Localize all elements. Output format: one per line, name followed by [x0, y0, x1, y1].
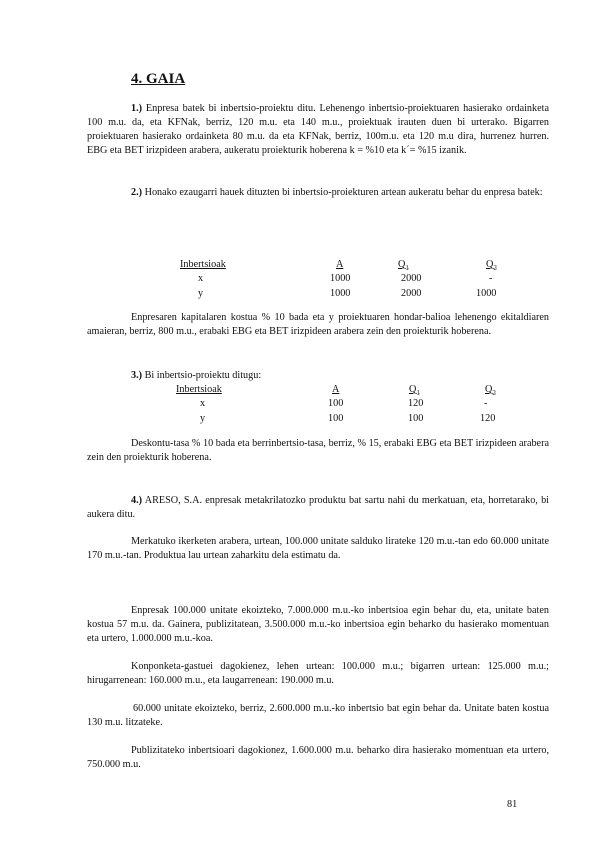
exercise-2-question: Enpresaren kapitalaren kostua % 10 bada eta y proiektuaren hondar-balioa lehenengo ekitaldiaren amaieran, berriz, 800 m.u., erabaki EBG eta BET irizpideen arabera zein den proiekturik hoberena.: [87, 312, 549, 337]
table-cell: 1000: [330, 288, 351, 299]
exercise-3-intro: 3.) Bi inbertsio-proiektu ditugu:: [131, 370, 262, 381]
page-number: 81: [507, 799, 518, 810]
exercise-4-paragraph: 60.000 unitate ekoizteko, berriz, 2.600.000 m.u.-ko inbertsio bat egin behar da. Unitate baten kostua 130 m.u. litzateke.: [87, 703, 549, 728]
table-cell: 1000: [330, 273, 351, 284]
table-header: Inbertsioak: [180, 259, 226, 270]
table-cell: 120: [480, 413, 496, 424]
table-cell: 100: [408, 413, 424, 424]
exercise-4-paragraph: Konponketa-gastuei dagokienez, lehen urtean: 100.000 m.u.; bigarren urtean: 125.000 m.u.; hirugarrenean: 160.000 m.u., eta laugarrenean: 190.000 m.u.: [87, 661, 549, 686]
exercise-2-number: 2.): [131, 187, 143, 198]
exercise-3-question: Deskontu-tasa % 10 bada eta berrinbertsio-tasa, berriz, % 15, erabaki EBG eta BET irizpideen arabera zein den proiekturik hoberena.: [87, 438, 549, 463]
table-header: $Q_1$: [398, 259, 409, 273]
table-header: $Q_2$: [486, 259, 497, 273]
exercise-1-number: 1.): [131, 103, 143, 114]
exercise-4-paragraph: Merkatuko ikerketen arabera, urtean, 100.000 unitate salduko lirateke 120 m.u.-tan edo 60.000 unitate 170 m.u.-tan. Produktua lau urtean zaharkitu dela estimatu da.: [87, 536, 549, 561]
exercise-4-paragraph: Enpresak 100.000 unitate ekoizteko, 7.000.000 m.u.-ko inbertsioa egin behar du, eta, unitate baten kostua 57 m.u. da. Gainera, publizitatean, 3.500.000 m.u.-ko inbertsioa egin beharko du hasierako momentuan eta urtero, 1.000.000 m.u.-koa.: [87, 605, 549, 644]
chapter-title: 4. GAIA: [131, 71, 186, 87]
table-header: A: [332, 384, 340, 395]
table-cell: y: [200, 413, 206, 424]
table-header: A: [336, 259, 344, 270]
exercise-4-paragraph: Publizitateko inbertsioari dagokionez, 1.600.000 m.u. beharko dira hasierako momentuan eta urtero, 750.000 m.u.: [87, 745, 549, 770]
table-cell: -: [484, 398, 488, 409]
exercise-1: [87, 102, 549, 158]
table-cell: -: [489, 273, 493, 284]
exercise-3-number: 3.): [131, 370, 143, 381]
table-cell: 100: [328, 398, 344, 409]
table-header: $Q_2$: [485, 384, 496, 398]
table-cell: 100: [328, 413, 344, 424]
table-header: Inbertsioak: [176, 384, 222, 395]
table-cell: x: [200, 398, 206, 409]
table-header: $Q_1$: [409, 384, 420, 398]
table-cell: 2000: [401, 288, 422, 299]
exercise-2: [87, 186, 549, 200]
table-cell: 120: [408, 398, 424, 409]
exercise-1-text: Enpresa batek bi inbertsio-proiektu ditu. Lehenengo inbertsio-proiektuaren hasierako ordainketa 100 m.u. da, eta KFNak, berriz, 120 m.u. eta 140 m.u., proiektuak irauten duen bi urterako. Bigarren proiektuaren hasierako ordainketa 80 m.u. da eta KFNak, berriz, 100m.u. eta 120 m.u dira, hurrenez hurren. EBG eta BET irizpideen arabera, aukeratu proiekturik hoberena k = %10 eta k´= %15 izanik.: [87, 103, 549, 156]
exercise-2-text: Honako ezaugarri hauek dituzten bi inbertsio-proiekturen artean aukeratu behar du enpresa batek:: [142, 187, 543, 198]
table-cell: y: [198, 288, 204, 299]
exercise-4-paragraph: 4.) ARESO, S.A. enpresak metakrilatozko produktu bat sartu nahi du merkatuan, eta, horretarako, bi aukera ditu.: [87, 495, 549, 520]
exercise-4-number: 4.): [131, 495, 143, 506]
table-cell: 2000: [401, 273, 422, 284]
table-cell: 1000: [476, 288, 497, 299]
table-cell: x: [198, 273, 204, 284]
